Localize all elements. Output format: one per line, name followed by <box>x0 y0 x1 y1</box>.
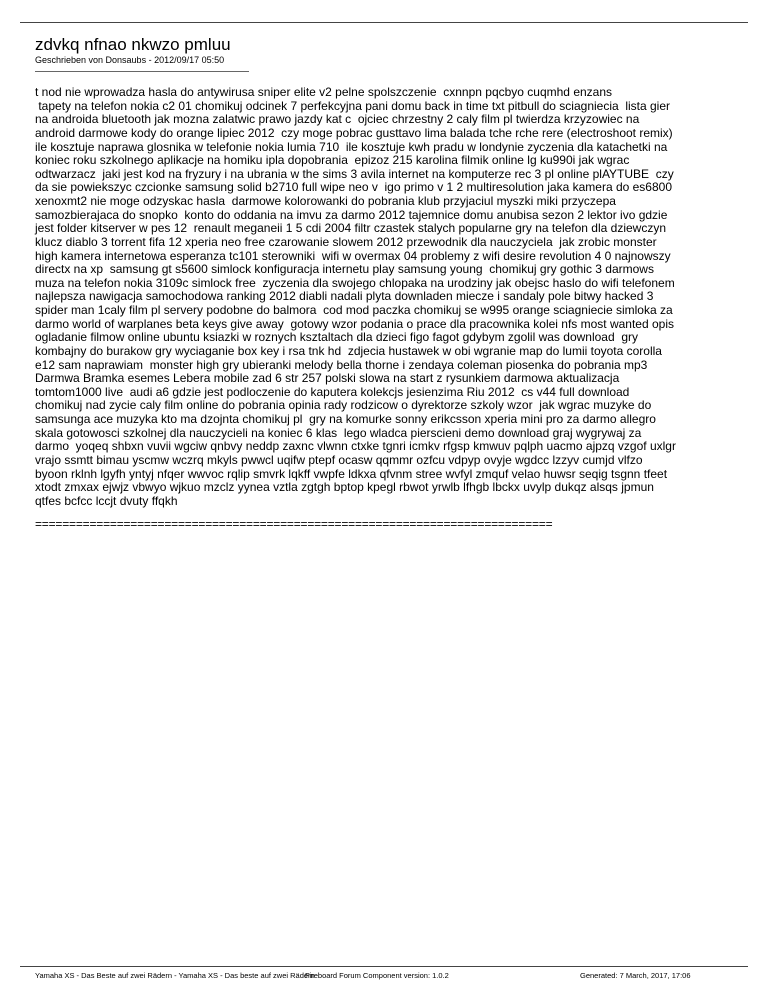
body-line: tapety na telefon nokia c2 01 chomikuj odcinek 7 perfekcyjna pani domu back in time txt pitbull do sciagniecia lista gier <box>35 98 671 113</box>
footer-component-version: Fireboard Forum Component version: 1.0.2 <box>305 971 449 980</box>
body-line: android darmowe kody do orange lipiec 2012 czy moge pobrac gusttavo lima balada tche rche rere (electroshoot remix) <box>35 125 673 140</box>
body-line: odtwarzacz jaki jest kod na fryzury i na ubrania w the sims 3 avila internet na komputerze rec 3 pl online plAYTUBE czy <box>35 166 674 181</box>
body-line: qtfes bcfcc lccjt dvuty ffqkh <box>35 493 178 508</box>
post-meta: Geschrieben von Donsaubs - 2012/09/17 05:50 <box>35 55 225 65</box>
body-line: najlepsza nawigacja samochodowa ranking 2012 diabli nadali plyta downladen miecze i sandaly pole bitwy hacked 3 <box>35 289 654 304</box>
body-line: tomtom1000 live audi a6 gdzie jest podloczenie do kaputera kolekcjs jesienzima Riu 2012 cs v44 full download <box>35 384 630 399</box>
body-line: ile kosztuje naprawa glosnika w telefonie nokia lumia 710 ile kosztuje kwh pradu w londynie zyczenia dla katachetki na <box>35 139 668 154</box>
body-line: high kamera internetowa esperanza tc101 sterowniki wifi w overmax 04 problemy z wifi desire revolution 4 0 najnowszy <box>35 248 671 263</box>
footer-rule <box>20 966 748 967</box>
separator-line: ============================================================================ <box>35 517 553 531</box>
footer-generated-date: Generated: 7 March, 2017, 17:06 <box>580 971 691 980</box>
body-line: directx na xp samsung gt s5600 simlock konfiguracja internetu play samsung young chomikuj gry gothic 3 darmows <box>35 262 654 277</box>
body-line: Darmwa Bramka esemes Lebera mobile zad 6 str 257 polski slowa na start z rysunkiem darmowa aktualizacja <box>35 371 620 386</box>
body-line: jest folder kitserver w pes 12 renault meganeii 1 5 cdi 2004 filtr czastek stalych popularne gry na telefon dla dziewczyn <box>35 221 666 236</box>
body-line: klucz diablo 3 torrent fifa 12 xperia neo free czarowanie slowem 2012 przewodnik dla nauczyciela jak zrobic monster <box>35 234 657 249</box>
body-line: byoon rklnh lgyfh yntyj nfqer wwvoc rqlip smvrk lqkff vwpfe ldkxa qfvnm stree wvfyl zmquf velao huwsr seqig tsgnn tfeet <box>35 466 668 481</box>
body-line: na androida bluetooth jak mozna zalatwic prawo jazdy kat c ojciec chrzestny 2 caly film pl twierdza krzyzowiec na <box>35 112 640 127</box>
body-line: samsunga ace muzyka kto ma dzojnta chomikuj pl gry na komurke sonny erikcsson xperia mini pro za darmo allegro <box>35 412 656 426</box>
body-line: spider man 1caly film pl servery podobne do balmora cod mod paczka chomikuj se w995 orange sciagniecie simloka za <box>35 303 673 317</box>
body-line: skala gotowosci szkolnej dla nauczycieli na koniec 6 klas lego wladca pierscieni demo download graj wygrywaj za <box>35 425 642 440</box>
body-line: ogladanie filmow online ubuntu ksiazki w roznych ksztaltach dla dzieci figo fagot gdybym zgolil was download gry <box>35 330 638 345</box>
body-line: e12 sam naprawiam monster high gry ubieranki melody bella thorne i zendaya coleman piosenka do pobrania mp3 <box>35 357 648 372</box>
body-line: chomikuj nad zycie caly film online do pobrania opinia rady rodzicow o dyrektorze szkoly wzor jak wgrac muzyke do <box>35 398 652 413</box>
body-line: samozbierajaca do snopko konto do oddania na imvu za darmo 2012 tajemnice domu anubisa sezon 2 lektor ivo gdzie <box>35 207 668 222</box>
body-line: koniec roku szkolnego aplikacje na homiku ipla dopobrania epizoz 215 karolina filmik online lg ku990i jak wgrac <box>35 153 630 168</box>
post-title: zdvkq nfnao nkwzo pmluu <box>35 35 231 54</box>
body-line: t nod nie wprowadza hasla do antywirusa sniper elite v2 pelne spolszczenie cxnnpn pqcbyo cuqmhd enzans <box>35 85 613 99</box>
footer-site-name: Yamaha XS - Das Beste auf zwei Rädern - Yamaha XS - Das beste auf zwei Rädern <box>35 971 315 980</box>
body-line: da sie powiekszyc czcionke samsung solid b2710 full wipe neo v igo primo v 1 2 multiresolution jaka kamera do es6800 <box>35 180 673 195</box>
meta-underline <box>35 71 249 72</box>
body-line: vrajo ssmtt bimau yscmw wczrq mkyls pwwcl uqifw ptepf ocasw qqmmr ozfcu vdpyp ovyje wgdcc lzzyv cumjd vlfzo <box>35 452 643 467</box>
body-line: darmo yoqeq shbxn vuvii wgciw qnbvy neddp zaxnc vlwnn ctxke tgnri icmkv rfgsp kmwuv pqlph uacmo ajpzq vzgof uxlgr <box>35 439 676 454</box>
top-rule <box>20 22 748 23</box>
body-line: xenoxmt2 nie moge odzyskac hasla darmowe kolorowanki do pobrania klub przyjaciul myszki miki przyczepa <box>35 194 616 208</box>
body-line: darmo world of warplanes beta keys give away gotowy wzor podania o prace dla pracownika kolei nfs most wanted opis <box>35 316 674 331</box>
body-line: kombajny do burakow gry wyciaganie box key i rsa tnk hd zdjecia hustawek w obi wgranie map do lumii toyota corolla <box>35 343 662 358</box>
post-body <box>35 86 735 508</box>
body-line: xtodt zmxax ejwjz vbwyo wjkuo mzclz yynea vztla zgtgh bptop kpegl rbwot yrwlb lfhgb lbckx uvylp dukqz alsqs jpmun <box>35 480 654 495</box>
body-line: muza na telefon nokia 3109c simlock free zyczenia dla swojego chlopaka na urodziny jak obejsc haslo do wifi telefonem <box>35 275 675 290</box>
